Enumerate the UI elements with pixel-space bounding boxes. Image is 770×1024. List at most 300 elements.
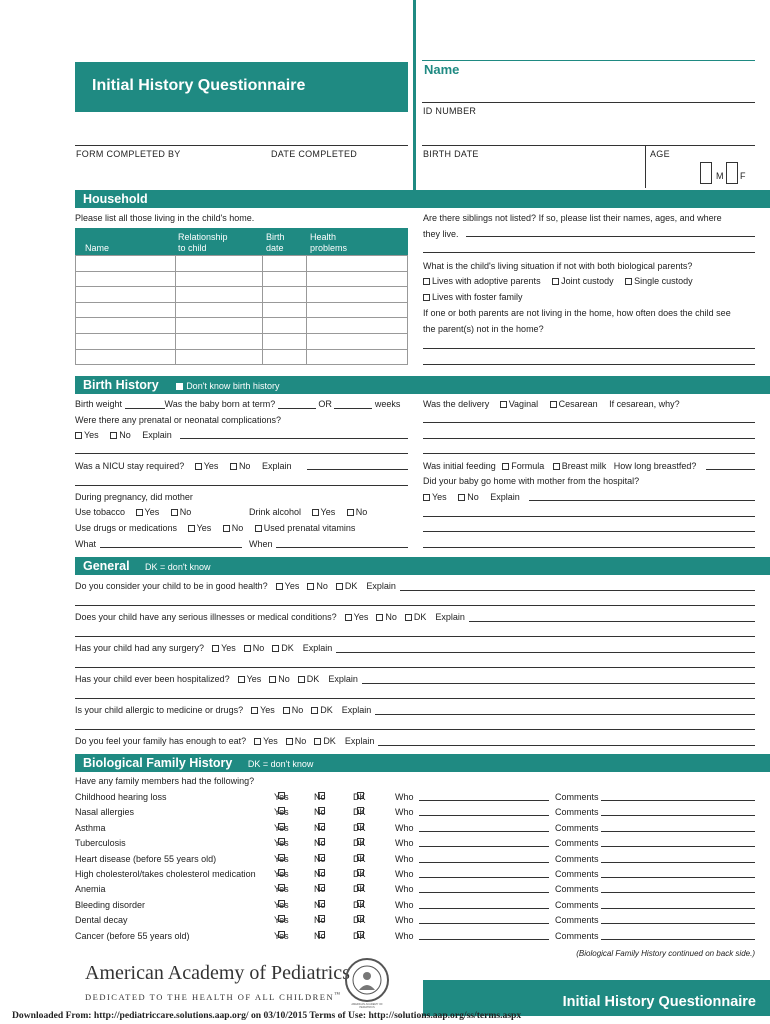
vaginal-checkbox[interactable] (500, 401, 507, 408)
tobacco-no-checkbox[interactable] (171, 509, 178, 516)
birth-date-label: BIRTH DATE (423, 149, 479, 159)
complications-explain-field[interactable] (180, 438, 408, 439)
general-no-checkbox[interactable] (244, 645, 251, 652)
general-yes-checkbox[interactable] (238, 676, 245, 683)
vertical-divider (413, 0, 416, 190)
term-field[interactable] (278, 400, 316, 409)
home-row (419, 492, 520, 502)
comments-label: Comments (555, 807, 599, 818)
general-question-row (75, 736, 374, 746)
nicu-row (75, 461, 292, 471)
family-condition-row (75, 792, 755, 806)
yes-label: Yes (196, 523, 212, 533)
who-label: Who (395, 853, 414, 864)
dk-label: DK (353, 930, 366, 941)
no-label: No (238, 461, 251, 471)
delivery-question: Was the delivery (423, 399, 490, 409)
explain-label: Explain (261, 461, 292, 471)
what-label: What (75, 539, 97, 549)
home-no-checkbox[interactable] (458, 494, 465, 501)
family-condition-row (75, 807, 755, 821)
or-label: OR (318, 399, 332, 409)
household-table (75, 255, 408, 365)
general-no-checkbox[interactable] (376, 614, 383, 621)
foster-label: Lives with foster family (432, 292, 523, 302)
home-field-3[interactable] (423, 531, 755, 532)
no-label: No (179, 507, 192, 517)
comments-label: Comments (555, 884, 599, 895)
dk-label: DK (353, 884, 366, 895)
drugs-row (75, 523, 355, 533)
comments-label: Comments (555, 930, 599, 941)
tobacco-row (75, 507, 191, 517)
who-field[interactable] (419, 884, 549, 893)
general-explain-field[interactable] (378, 745, 755, 746)
foster-checkbox[interactable] (423, 294, 430, 301)
parents-question-2: the parent(s) not in the home? (423, 324, 544, 334)
who-label: Who (395, 899, 414, 910)
yes-label: Yes (274, 822, 289, 833)
household-table-header (75, 228, 408, 255)
weeks-label: weeks (374, 399, 401, 409)
condition-label: Nasal allergies (75, 807, 135, 818)
comments-label: Comments (555, 869, 599, 879)
cesarean-why-label: If cesarean, why? (609, 399, 680, 409)
no-label: No (314, 822, 326, 833)
siblings-question-2: they live. (423, 229, 459, 239)
sex-f-label: F (740, 171, 746, 181)
home-explain-field[interactable] (529, 500, 755, 501)
how-long-field[interactable] (706, 469, 755, 470)
family-condition-row (75, 931, 755, 945)
yes-label: Yes (274, 884, 289, 895)
dk-label: DK (323, 736, 336, 746)
who-label: Who (395, 807, 414, 818)
living-question: What is the child's living situation if not with both biological parents? (423, 261, 693, 271)
yes-label: Yes (84, 430, 99, 440)
col-health-1: Health (310, 232, 337, 242)
nicu-explain-field[interactable] (307, 469, 408, 470)
comments-field[interactable] (601, 900, 755, 909)
general-no-checkbox[interactable] (269, 676, 276, 683)
dk-label: DK (353, 822, 366, 833)
general-yes-checkbox[interactable] (276, 583, 283, 590)
birth-history-title: Birth History (83, 378, 159, 392)
condition-label: High cholesterol/takes cholesterol medication (75, 869, 256, 879)
general-no-checkbox[interactable] (307, 583, 314, 590)
yes-label: Yes (274, 869, 289, 879)
birth-weight-field[interactable] (125, 400, 165, 409)
no-label: No (314, 899, 326, 910)
term-question: Was the baby born at term? (164, 399, 276, 409)
condition-label: Asthma (75, 822, 106, 833)
dk-label: DK (353, 915, 366, 926)
general-no-checkbox[interactable] (283, 707, 290, 714)
siblings-field-1[interactable] (466, 236, 755, 237)
no-label: No (294, 736, 307, 746)
explain-label: Explain (302, 643, 333, 653)
cesarean-label: Cesarean (558, 399, 598, 409)
general-yes-checkbox[interactable] (251, 707, 258, 714)
no-label: No (314, 915, 326, 926)
parents-question: If one or both parents are not living in the home, how often does the child see (423, 308, 731, 318)
explain-label: Explain (142, 430, 172, 440)
col-birth-1: Birth (266, 232, 285, 242)
general-dk-note: DK = don't know (145, 562, 211, 572)
household-header (75, 190, 770, 208)
no-label: No (316, 581, 328, 591)
date-completed-label: DATE COMPLETED (271, 149, 358, 159)
yes-label: Yes (320, 507, 336, 517)
how-long-label: How long breastfed? (613, 461, 697, 471)
breast-milk-label: Breast milk (561, 461, 607, 471)
dk-label: DK (353, 807, 366, 818)
general-explain-field-2[interactable] (75, 636, 755, 637)
home-question: Did your baby go home with mother from the hospital? (423, 476, 640, 486)
dk-label: DK (353, 838, 366, 849)
comments-field[interactable] (601, 869, 755, 878)
siblings-field-2[interactable] (423, 252, 755, 253)
when-field[interactable] (276, 547, 408, 548)
form-completed-field[interactable] (75, 145, 408, 146)
continued-note: (Biological Family History continued on back side.) (576, 949, 755, 958)
comments-label: Comments (555, 899, 599, 910)
general-question-text: Has your child had any surgery? (75, 643, 205, 653)
table-row[interactable] (76, 318, 408, 334)
complications-row (71, 430, 172, 440)
complications-yes-checkbox[interactable] (75, 432, 82, 439)
delivery-field-3[interactable] (423, 453, 755, 454)
family-condition-row (75, 838, 755, 852)
comments-field[interactable] (601, 915, 755, 924)
tm-mark: ™ (334, 992, 342, 998)
who-label: Who (395, 792, 414, 802)
yes-label: Yes (263, 736, 278, 746)
general-explain-field[interactable] (375, 714, 755, 715)
family-condition-row (75, 823, 755, 837)
household-instruction: Please list all those living in the child's home. (75, 213, 255, 223)
general-explain-field-2[interactable] (75, 605, 755, 606)
general-question-text: Has your child ever been hospitalized? (75, 674, 230, 684)
bottom-title: Initial History Questionnaire (562, 994, 756, 1010)
adoptive-checkbox[interactable] (423, 278, 430, 285)
comments-label: Comments (555, 853, 599, 864)
yes-label: Yes (246, 674, 262, 684)
yes-label: Yes (274, 792, 289, 802)
yes-label: Yes (274, 930, 289, 941)
general-explain-field-2[interactable] (75, 729, 755, 730)
dk-label: DK (353, 869, 366, 879)
comments-field[interactable] (601, 838, 755, 847)
general-question-row (75, 581, 396, 591)
no-label: No (314, 792, 326, 802)
general-dk-checkbox[interactable] (311, 707, 318, 714)
general-explain-field-2[interactable] (75, 698, 755, 699)
comments-field[interactable] (601, 807, 755, 816)
general-explain-field[interactable] (336, 652, 755, 653)
col-relationship-2: to child (178, 243, 207, 253)
what-field[interactable] (100, 547, 242, 548)
comments-field[interactable] (601, 854, 755, 863)
table-row[interactable] (76, 333, 408, 349)
parents-field-1[interactable] (423, 348, 755, 349)
who-label: Who (395, 869, 414, 879)
general-question-row (75, 643, 332, 653)
alcohol-no-checkbox[interactable] (347, 509, 354, 516)
condition-label: Tuberculosis (75, 838, 126, 849)
aap-seal-icon (347, 960, 387, 1000)
siblings-question: Are there siblings not listed? If so, please list their names, ages, and where (423, 213, 722, 223)
general-yes-checkbox[interactable] (345, 614, 352, 621)
aap-seal (345, 958, 389, 1002)
sex-m-label: M (716, 171, 724, 181)
who-label: Who (395, 838, 414, 849)
yes-label: Yes (274, 853, 289, 864)
dk-label: DK (306, 674, 320, 684)
joint-label: Joint custody (561, 276, 614, 286)
general-dk-checkbox[interactable] (314, 738, 321, 745)
general-header (75, 557, 770, 575)
adoptive-label: Lives with adoptive parents (432, 276, 541, 286)
comments-field[interactable] (601, 884, 755, 893)
family-condition-row (75, 884, 755, 898)
condition-label: Childhood hearing loss (75, 792, 167, 802)
no-label: No (314, 930, 326, 941)
dont-know-birth-checkbox[interactable] (176, 383, 183, 390)
cesarean-checkbox[interactable] (550, 401, 557, 408)
who-field[interactable] (419, 838, 549, 847)
no-label: No (314, 838, 326, 849)
who-field[interactable] (419, 931, 549, 940)
birth-weight-label: Birth weight (75, 399, 123, 409)
yes-label: Yes (203, 461, 219, 471)
download-note: Downloaded From: http://pediatriccare.solutions.aap.org/ on 03/10/2015 Terms of Use: http://solutions.aap.org/ss/terms.aspx (12, 1010, 522, 1021)
condition-label: Bleeding disorder (75, 899, 146, 910)
delivery-field-2[interactable] (423, 438, 755, 439)
who-field[interactable] (419, 807, 549, 816)
no-label: No (314, 869, 326, 879)
general-question-row (75, 674, 358, 684)
name-field[interactable] (422, 102, 755, 103)
comments-label: Comments (555, 838, 599, 849)
explain-label: Explain (344, 736, 375, 746)
who-field[interactable] (419, 854, 549, 863)
who-field[interactable] (419, 792, 549, 801)
sex-f-checkbox[interactable] (726, 162, 738, 184)
explain-label: Explain (435, 612, 465, 622)
pregnancy-question: During pregnancy, did mother (75, 492, 193, 502)
id-number-label: ID NUMBER (423, 106, 477, 116)
general-question-text: Does your child have any serious illnesses or medical conditions? (75, 612, 337, 622)
age-label: AGE (650, 149, 670, 159)
col-health-2: problems (310, 243, 348, 253)
table-row[interactable] (76, 271, 408, 287)
comments-field[interactable] (601, 931, 755, 940)
family-intro: Have any family members had the following? (75, 776, 255, 786)
alcohol-row (249, 507, 367, 517)
who-field[interactable] (419, 823, 549, 832)
feeding-row (423, 461, 696, 471)
yes-label: Yes (274, 807, 289, 818)
general-dk-checkbox[interactable] (405, 614, 412, 621)
general-question-text: Do you consider your child to be in good health? (75, 581, 268, 591)
no-label: No (385, 612, 397, 622)
table-row[interactable] (76, 302, 408, 318)
family-history-title: Biological Family History (83, 756, 233, 770)
sex-m-checkbox[interactable] (700, 162, 712, 184)
comments-label: Comments (555, 792, 599, 802)
vitamins-checkbox[interactable] (255, 525, 262, 532)
single-label: Single custody (634, 276, 693, 286)
name-label: Name (424, 62, 460, 77)
nicu-yes-checkbox[interactable] (195, 463, 202, 470)
when-label: When (249, 539, 273, 549)
who-field[interactable] (419, 915, 549, 924)
table-row[interactable] (76, 287, 408, 303)
birth-history-header (75, 376, 770, 394)
comments-field[interactable] (601, 792, 755, 801)
seal-text: AMERICAN ACADEMY OF PEDIATRICS (351, 1003, 383, 1009)
living-options (419, 276, 693, 286)
family-condition-row (75, 900, 755, 914)
nicu-question: Was a NICU stay required? (75, 461, 185, 471)
tagline-text: DEDICATED TO THE HEALTH OF ALL CHILDREN (85, 992, 335, 1002)
comments-field[interactable] (601, 823, 755, 832)
general-explain-field[interactable] (469, 621, 755, 622)
general-question-row (75, 612, 465, 622)
general-dk-checkbox[interactable] (336, 583, 343, 590)
birth-weight-row (75, 399, 400, 409)
family-condition-row (75, 915, 755, 929)
general-explain-field[interactable] (400, 590, 755, 591)
nicu-explain-field-2[interactable] (75, 485, 408, 486)
dk-label: DK (413, 612, 427, 622)
yes-label: Yes (274, 915, 289, 926)
yes-label: Yes (274, 838, 289, 849)
general-no-checkbox[interactable] (286, 738, 293, 745)
org-tagline (85, 992, 342, 1002)
birth-date-field[interactable] (422, 145, 755, 146)
dk-label: DK (353, 792, 366, 802)
alcohol-label: Drink alcohol (249, 507, 302, 517)
joint-checkbox[interactable] (552, 278, 559, 285)
explain-label: Explain (328, 674, 358, 684)
general-yes-checkbox[interactable] (254, 738, 261, 745)
condition-label: Anemia (75, 884, 106, 895)
no-label: No (355, 507, 368, 517)
formula-checkbox[interactable] (502, 463, 509, 470)
breast-milk-checkbox[interactable] (553, 463, 560, 470)
no-label: No (314, 884, 326, 895)
who-label: Who (395, 930, 414, 941)
no-label: No (291, 705, 304, 715)
yes-label: Yes (260, 705, 275, 715)
general-explain-field-2[interactable] (75, 667, 755, 668)
tobacco-label: Use tobacco (75, 507, 126, 517)
home-yes-checkbox[interactable] (423, 494, 430, 501)
dk-label: DK (344, 581, 358, 591)
complications-no-checkbox[interactable] (110, 432, 117, 439)
dk-label: DK (353, 899, 366, 910)
general-yes-checkbox[interactable] (212, 645, 219, 652)
drugs-label: Use drugs or medications (75, 523, 178, 533)
feeding-question: Was initial feeding (423, 461, 496, 471)
condition-label: Heart disease (before 55 years old) (75, 853, 217, 864)
no-label: No (314, 807, 326, 818)
dk-label: DK (320, 705, 333, 715)
delivery-field-1[interactable] (423, 422, 755, 423)
who-field[interactable] (419, 869, 549, 878)
no-label: No (278, 674, 290, 684)
alcohol-yes-checkbox[interactable] (312, 509, 319, 516)
org-name: American Academy of Pediatrics (85, 962, 350, 984)
comments-label: Comments (555, 915, 599, 926)
family-history-header (75, 754, 770, 772)
vaginal-label: Vaginal (508, 399, 539, 409)
form-completed-label: FORM COMPLETED BY (76, 149, 181, 159)
tobacco-yes-checkbox[interactable] (136, 509, 143, 516)
complications-explain-field-2[interactable] (75, 453, 408, 454)
no-label: No (467, 492, 479, 502)
single-checkbox[interactable] (625, 278, 632, 285)
general-title: General (83, 559, 130, 573)
complications-question: Were there any prenatal or neonatal complications? (75, 415, 281, 425)
yes-label: Yes (353, 612, 369, 622)
no-label: No (231, 523, 244, 533)
yes-label: Yes (432, 492, 447, 502)
page-title: Initial History Questionnaire (92, 77, 306, 94)
drugs-yes-checkbox[interactable] (188, 525, 195, 532)
table-row[interactable] (76, 349, 408, 365)
family-condition-row (75, 869, 755, 883)
general-question-text: Do you feel your family has enough to eat? (75, 736, 247, 746)
nicu-no-checkbox[interactable] (230, 463, 237, 470)
table-row[interactable] (76, 256, 408, 272)
parents-field-2[interactable] (423, 364, 755, 365)
vitamins-label: Used prenatal vitamins (263, 523, 356, 533)
condition-label: Cancer (before 55 years old) (75, 930, 190, 941)
no-label: No (119, 430, 131, 440)
general-dk-checkbox[interactable] (272, 645, 279, 652)
family-dk-note: DK = don't know (247, 759, 314, 769)
general-dk-checkbox[interactable] (298, 676, 305, 683)
yes-label: Yes (221, 643, 236, 653)
drugs-no-checkbox[interactable] (223, 525, 230, 532)
dont-know-birth-label: Don't know birth history (186, 381, 280, 391)
yes-label: Yes (274, 899, 289, 910)
no-label: No (314, 853, 326, 864)
yes-label: Yes (284, 581, 300, 591)
col-birth-2: date (266, 243, 284, 253)
explain-label: Explain (366, 581, 396, 591)
who-field[interactable] (419, 900, 549, 909)
general-question-row (75, 705, 371, 715)
name-top-line (422, 60, 755, 61)
home-field-2[interactable] (423, 516, 755, 517)
no-label: No (252, 643, 265, 653)
delivery-row (423, 399, 680, 409)
household-title: Household (83, 192, 148, 206)
who-label: Who (395, 822, 414, 833)
weeks-field[interactable] (334, 400, 372, 409)
explain-label: Explain (490, 492, 520, 502)
foster-option (419, 292, 523, 302)
dk-label: DK (281, 643, 294, 653)
general-explain-field[interactable] (362, 683, 755, 684)
home-field-4[interactable] (423, 547, 755, 548)
title-banner (75, 62, 408, 112)
dk-label: DK (353, 853, 366, 864)
